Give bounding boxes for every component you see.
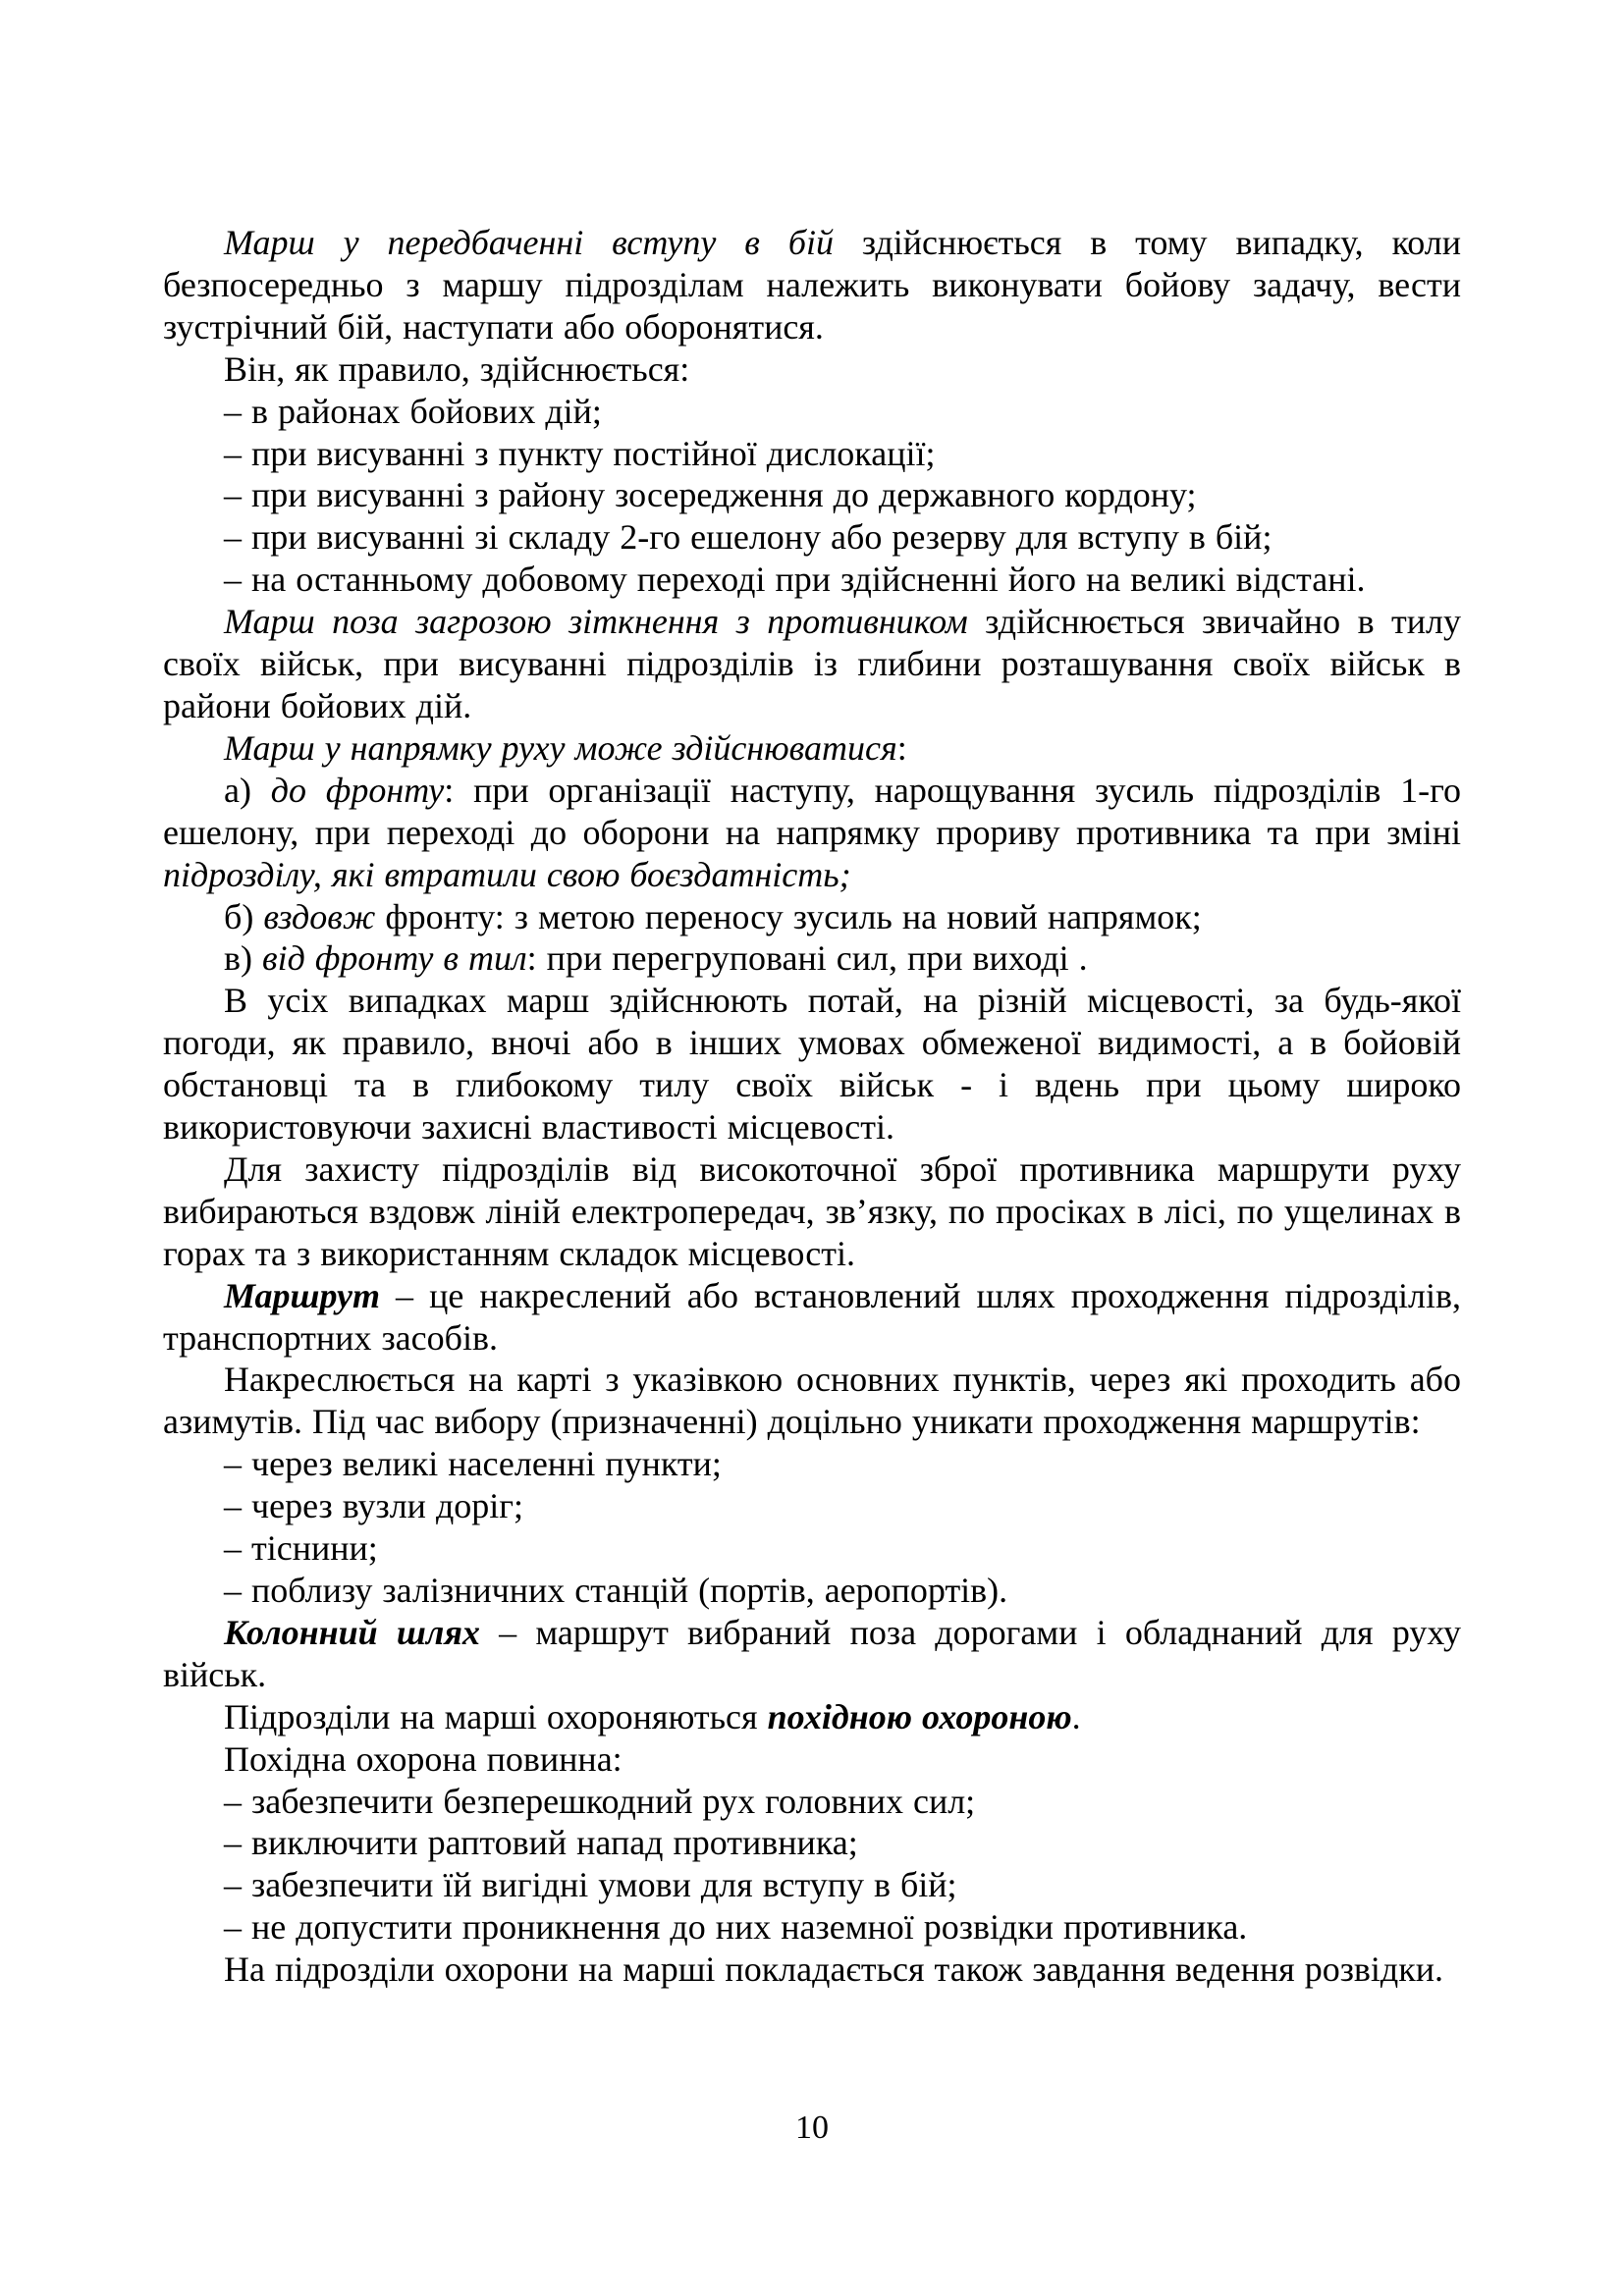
paragraph (163, 474, 1461, 516)
text-run: – в районах бойових дій; (224, 391, 602, 431)
text-run: фронту: з метою переносу зусиль на новий напрямок; (375, 896, 1202, 936)
text-run: Він, як правило, здійснюється: (224, 348, 690, 389)
paragraph (163, 1443, 1461, 1485)
text-run: – виключити раптовий напад противника; (224, 1823, 858, 1863)
paragraph (163, 1949, 1461, 1991)
text-run: Маршрут (224, 1275, 380, 1315)
text-run: В усіх випадках марш здійснюють потай, на різній місцевості, за будь-якої погоди, як правило, вночі або в інших умовах обмеженої видимості, а в бойовій обстановці та в глибокому тилу своїх військ - і вдень при цьому широко використовуючи захисні властивості місцевості. (163, 981, 1461, 1148)
text-run: . (1071, 1696, 1081, 1736)
paragraph (163, 1485, 1461, 1527)
text-run: вздовж (263, 896, 376, 936)
text-run: Похідна охорона повинна: (224, 1738, 623, 1779)
paragraph (163, 1527, 1461, 1570)
text-run: а) (224, 770, 271, 810)
paragraph (163, 433, 1461, 475)
text-run: На підрозділи охорони на марші покладається також завдання ведення розвідки. (224, 1949, 1443, 1990)
text-run: Підрозділи на марші охороняються (224, 1696, 768, 1736)
text-run: Марш поза загрозою зіткнення з противником (224, 602, 968, 642)
text-run: – не допустити проникнення до них наземної розвідки противника. (224, 1907, 1248, 1948)
text-run: – на останньому добовому переході при здійсненні його на великі відстані. (224, 560, 1366, 600)
paragraph (163, 896, 1461, 938)
paragraph (163, 727, 1461, 770)
text-run: Для захисту підрозділів від високоточної зброї противника маршрути руху вибираються вздовж ліній електропередач, зв’язку, по просіках в лісі, по ущелинах в горах та з використанням складок місцевості. (163, 1148, 1461, 1273)
text-run: : при перегруповані сил, при виході . (526, 938, 1088, 979)
paragraph (163, 559, 1461, 601)
text-run: – тіснини; (224, 1528, 378, 1569)
paragraph (163, 1696, 1461, 1738)
text-run: – через вузли доріг; (224, 1486, 524, 1526)
paragraph (163, 770, 1461, 896)
text-run: – забезпечити безперешкодний рух головних сил; (224, 1781, 976, 1821)
text-run: похідною охороною (767, 1696, 1072, 1736)
paragraph (163, 1864, 1461, 1906)
text-run: до фронту (270, 770, 445, 810)
text-run: в) (224, 938, 262, 979)
paragraph (163, 1570, 1461, 1612)
text-run: : при організації наступу, нарощування зусиль підрозділів 1-го ешелону, при переході до оборони на напрямку прориву противника та при зміні (163, 770, 1461, 852)
paragraph (163, 348, 1461, 391)
text-run: – при висуванні зі складу 2-го ешелону або резерву для вступу в бій; (224, 517, 1272, 558)
text-run: Накреслюється на карті з указівкою основних пунктів, через які проходить або азимутів. Під час вибору (призначенні) доцільно уникати проходження маршрутів: (163, 1360, 1461, 1442)
paragraph (163, 391, 1461, 433)
text-block (163, 222, 1461, 1991)
text-run: Марш у напрямку руху може здійснюватися (224, 727, 897, 768)
text-run: здійснюється в тому випадку, коли безпосередньо з маршу підрозділам належить виконувати бойову задачу, вести зустрічний бій, наступати або оборонятися. (163, 223, 1461, 347)
paragraph (163, 1148, 1461, 1275)
text-run: б) (224, 896, 264, 936)
paragraph (163, 1275, 1461, 1360)
text-run: від фронту в тил (262, 938, 527, 979)
paragraph (163, 222, 1461, 348)
text-run: – при висуванні з пункту постійної дислокації; (224, 433, 936, 473)
paragraph (163, 1359, 1461, 1443)
text-run: – забезпечити їй вигідні умови для вступу в бій; (224, 1865, 957, 1905)
paragraph (163, 1612, 1461, 1696)
text-run: – через великі населенні пункти; (224, 1444, 722, 1484)
text-run: здійснюється звичайно в тилу своїх військ, при висуванні підрозділів із глибини розташування своїх військ в райони бойових дій. (163, 602, 1461, 725)
text-run: – це накреслений або встановлений шлях проходження підрозділів, транспортних засобів. (163, 1275, 1461, 1358)
paragraph (163, 980, 1461, 1148)
paragraph (163, 1906, 1461, 1949)
paragraph (163, 601, 1461, 727)
text-run: Колонний шлях (224, 1612, 480, 1652)
page-number: 10 (795, 2109, 829, 2146)
text-run: : (896, 727, 907, 768)
text-run: підрозділу, які втратили свою боєздатність; (163, 854, 851, 894)
paragraph (163, 1822, 1461, 1864)
text-run: – маршрут вибраний поза дорогами і обладнаний для руху військ. (163, 1612, 1461, 1694)
paragraph (163, 937, 1461, 980)
paragraph (163, 1781, 1461, 1823)
paragraph (163, 1738, 1461, 1781)
text-run: – при висуванні з району зосередження до державного кордону; (224, 475, 1197, 515)
paragraph (163, 516, 1461, 559)
text-run: – поблизу залізничних станцій (портів, аеропортів). (224, 1571, 1008, 1610)
text-run: Марш у передбаченні вступу в бій (224, 223, 834, 262)
